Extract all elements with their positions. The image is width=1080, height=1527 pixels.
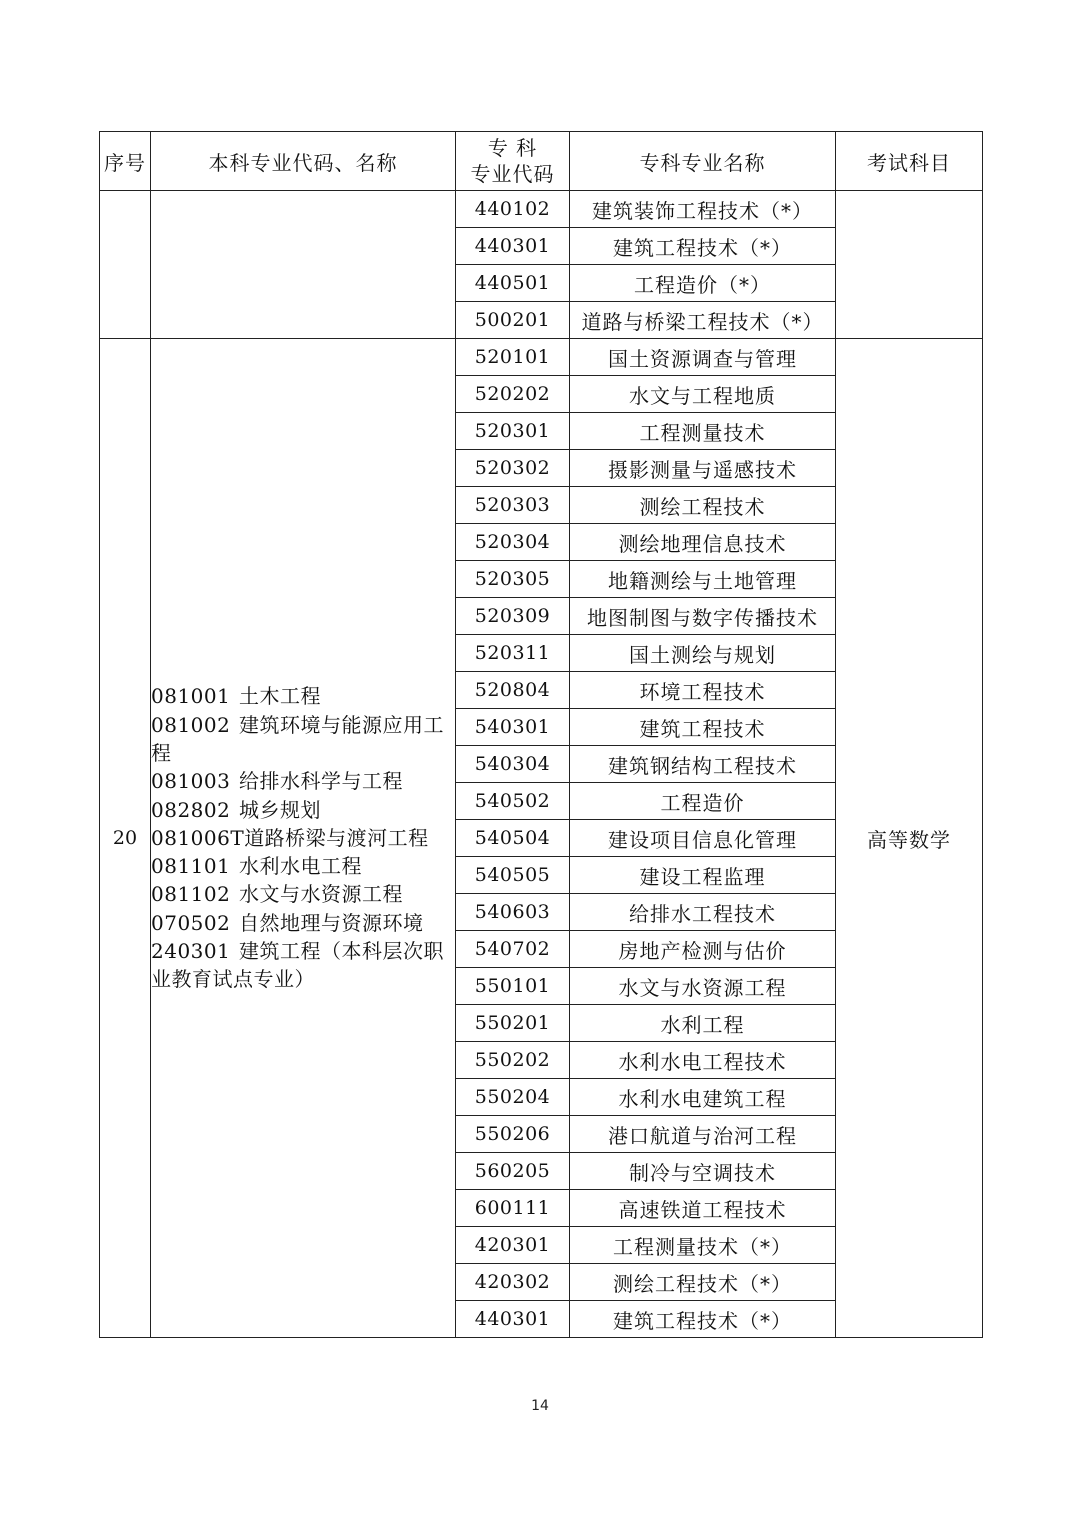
major-name-cell: 测绘工程技术（*） [570,1264,836,1301]
major-code-cell: 540505 [456,857,570,894]
bachelor-major-item [151,880,455,908]
major-code-cell: 420302 [456,1264,570,1301]
bachelor-major-item [151,682,455,710]
subject-cell: 高等数学 [836,339,983,1338]
bachelor-major-code: 081001 [151,684,231,709]
major-name-cell: 建筑钢结构工程技术 [570,746,836,783]
major-name-cell: 水利水电工程技术 [570,1042,836,1079]
major-name-cell: 水文与水资源工程 [570,968,836,1005]
major-table [99,131,983,1338]
major-name-cell: 国土资源调查与管理 [570,339,836,376]
bachelor-major-code: 081102 [151,882,231,907]
bachelor-major-name: 水文与水资源工程 [239,882,403,907]
bachelor-major-code: 081101 [151,854,231,879]
header-seq: 序号 [100,132,151,191]
major-name-cell: 工程测量技术（*） [570,1227,836,1264]
bachelor-major-item [151,824,455,852]
major-name-cell: 国土测绘与规划 [570,635,836,672]
major-name-cell: 高速铁道工程技术 [570,1190,836,1227]
major-code-cell: 500201 [456,302,570,339]
major-code-cell: 520302 [456,450,570,487]
header-row [100,132,983,191]
major-name-cell: 工程造价（*） [570,265,836,302]
major-name-cell: 工程造价 [570,783,836,820]
bachelor-cell [151,339,456,1338]
major-name-cell: 建筑工程技术（*） [570,228,836,265]
bachelor-major-name: 给排水科学与工程 [239,769,403,794]
seq-cell [100,191,151,339]
major-name-cell: 地图制图与数字传播技术 [570,598,836,635]
bachelor-major-item [151,909,455,937]
major-code-cell: 420301 [456,1227,570,1264]
major-name-cell: 给排水工程技术 [570,894,836,931]
table-row [100,191,983,228]
major-code-cell: 440301 [456,1301,570,1338]
major-code-cell: 560205 [456,1153,570,1190]
major-code-cell: 520311 [456,635,570,672]
major-code-cell: 520301 [456,413,570,450]
major-code-cell: 540603 [456,894,570,931]
major-name-cell: 水利工程 [570,1005,836,1042]
major-name-cell: 建设工程监理 [570,857,836,894]
bachelor-major-code: 240301 [151,939,231,964]
major-code-cell: 520309 [456,598,570,635]
group-b-body [100,339,983,1338]
major-name-cell: 建设项目信息化管理 [570,820,836,857]
header-bachelor: 本科专业代码、名称 [151,132,456,191]
bachelor-major-code: 070502 [151,910,231,935]
major-code-cell: 520202 [456,376,570,413]
major-name-cell: 地籍测绘与土地管理 [570,561,836,598]
major-name-cell: 测绘工程技术 [570,487,836,524]
major-name-cell: 建筑工程技术 [570,709,836,746]
major-name-cell: 测绘地理信息技术 [570,524,836,561]
bachelor-major-code: 082802 [151,797,231,822]
major-code-cell: 550201 [456,1005,570,1042]
major-code-cell: 440102 [456,191,570,228]
bachelor-major-name: 土木工程 [239,684,321,709]
major-name-cell: 水利水电建筑工程 [570,1079,836,1116]
bachelor-cell [151,191,456,339]
major-code-cell: 520101 [456,339,570,376]
major-name-cell: 水文与工程地质 [570,376,836,413]
major-code-cell: 440301 [456,228,570,265]
bachelor-major-name: 自然地理与资源环境 [239,910,424,935]
bachelor-major-name: 建筑工程（本科层次职业教育试点专业） [151,939,444,992]
bachelor-major-name: 城乡规划 [239,797,321,822]
major-code-cell: 440501 [456,265,570,302]
major-code-cell: 550206 [456,1116,570,1153]
major-code-cell: 540304 [456,746,570,783]
major-code-cell: 540301 [456,709,570,746]
major-name-cell: 道路与桥梁工程技术（*） [570,302,836,339]
major-code-cell: 540502 [456,783,570,820]
bachelor-major-list [151,682,455,993]
header-code [456,132,570,191]
major-code-cell: 550204 [456,1079,570,1116]
major-code-cell: 540702 [456,931,570,968]
group-a-body [100,191,983,339]
bachelor-major-name: 建筑环境与能源应用工程 [151,712,444,765]
bachelor-major-code: 081002 [151,712,231,737]
bachelor-major-name: 水利水电工程 [239,854,362,879]
header-code-line1: 专 科 [487,136,538,160]
major-name-cell: 工程测量技术 [570,413,836,450]
subject-cell [836,191,983,339]
major-code-cell: 520305 [456,561,570,598]
major-code-cell: 520804 [456,672,570,709]
bachelor-major-name: 道路桥梁与渡河工程 [244,825,429,850]
major-code-cell: 540504 [456,820,570,857]
bachelor-major-item [151,796,455,824]
seq-cell: 20 [100,339,151,1338]
header-subject: 考试科目 [836,132,983,191]
major-name-cell: 房地产检测与估价 [570,931,836,968]
major-code-cell: 550202 [456,1042,570,1079]
bachelor-major-item [151,937,455,994]
bachelor-major-code: 081003 [151,769,231,794]
bachelor-major-code: 081006T [151,825,245,850]
major-name-cell: 制冷与空调技术 [570,1153,836,1190]
bachelor-major-item [151,767,455,795]
page-number: 14 [531,1398,549,1414]
major-name-cell: 环境工程技术 [570,672,836,709]
major-name-cell: 摄影测量与遥感技术 [570,450,836,487]
bachelor-major-item [151,852,455,880]
header-code-line2: 专业代码 [470,162,555,186]
major-code-cell: 550101 [456,968,570,1005]
major-name-cell: 建筑装饰工程技术（*） [570,191,836,228]
bachelor-major-item [151,711,455,768]
major-code-cell: 520303 [456,487,570,524]
table-row [100,339,983,376]
major-code-cell: 520304 [456,524,570,561]
header-name: 专科专业名称 [570,132,836,191]
major-name-cell: 港口航道与治河工程 [570,1116,836,1153]
major-name-cell: 建筑工程技术（*） [570,1301,836,1338]
major-code-cell: 600111 [456,1190,570,1227]
